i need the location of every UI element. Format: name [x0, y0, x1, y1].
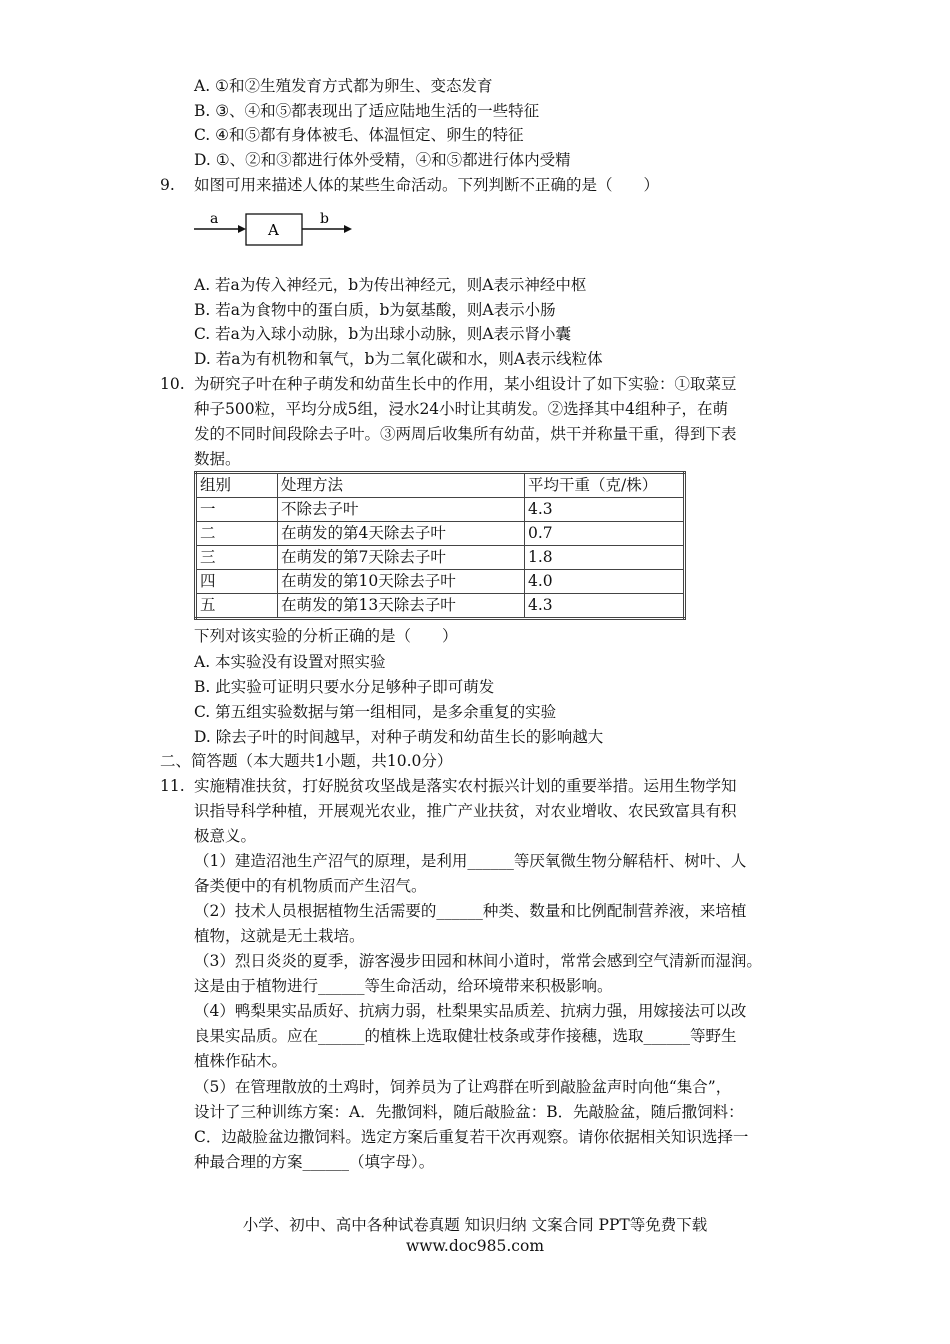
q11-part-line: （4）鸭梨果实品质好、抗病力弱，杜梨果实品质差、抗病力强，用嫁接法可以改 [194, 1002, 747, 1020]
q11-part-line: （1）建造沼池生产沼气的原理，是利用______等厌氧微生物分解秸杆、树叶、人 [194, 852, 747, 870]
q11-part-line: 种最合理的方案______（填字母）。 [194, 1153, 435, 1171]
q11-stem-line-1: 实施精准扶贫，打好脱贫攻坚战是落实农村振兴计划的重要举措。运用生物学知 [194, 777, 737, 795]
q11-part-line: 设计了三种训练方案：A．先撒饲料，随后敲脸盆：B．先敲脸盆，随后撒饲料： [194, 1103, 744, 1121]
q9-option-d: D. 若a为有机物和氧气，b为二氧化碳和水，则A表示线粒体 [194, 350, 603, 368]
q9-stem: 如图可用来描述人体的某些生命活动。下列判断不正确的是（ ） [194, 176, 660, 194]
q10-stem-line-3: 发的不同时间段除去子叶。③两周后收集所有幼苗，烘干并称量干重，得到下表 [194, 425, 737, 443]
q9-diagram-box-label: A [268, 221, 279, 239]
q11-part-line: 良果实品质。应在______的植株上选取健壮枝条或芽作接穗，选取______等野生 [194, 1027, 737, 1045]
q11-part-line: （3）烈日炎炎的夏季，游客漫步田园和林间小道时，常常会感到空气清新而湿润。 [194, 952, 762, 970]
q10-stem-line-2: 种子500粒，平均分成5组，浸水24小时让其萌发。②选择其中4组种子，在萌 [194, 400, 729, 418]
footer-website[interactable]: www.doc985.com [405, 1237, 545, 1255]
table-header-group: 组别 [196, 473, 278, 498]
table-cell-group: 四 [196, 570, 278, 594]
q10-number: 10. [160, 375, 185, 393]
table-cell-weight: 4.3 [525, 594, 685, 619]
q9-option-c: C. 若a为入球小动脉，b为出球小动脉，则A表示肾小囊 [194, 325, 572, 343]
table-row [196, 594, 685, 619]
q11-stem-line-3: 极意义。 [194, 827, 257, 845]
table-cell-group: 二 [196, 522, 278, 546]
q8-option-d: D. ①、②和③都进行体外受精，④和⑤都进行体内受精 [194, 151, 571, 169]
table-header-weight: 平均干重（克/株） [525, 473, 685, 498]
q11-part-line: 备类便中的有机物质而产生沼气。 [194, 877, 427, 895]
table-cell-weight: 4.0 [525, 570, 685, 594]
table-cell-weight: 1.8 [525, 546, 685, 570]
q9-diagram-input-label: a [210, 211, 219, 227]
table-row [196, 546, 685, 570]
table-cell-group: 三 [196, 546, 278, 570]
q8-option-b: B. ③、④和⑤都表现出了适应陆地生活的一些特征 [194, 102, 540, 120]
q11-stem-line-2: 识指导科学种植，开展观光农业，推广产业扶贫，对农业增收、农民致富具有积 [194, 802, 737, 820]
q8-option-a: A. ①和②生殖发育方式都为卵生、变态发育 [194, 77, 493, 95]
table-cell-method: 在萌发的第10天除去子叶 [278, 570, 525, 594]
q10-option-d: D. 除去子叶的时间越早，对种子萌发和幼苗生长的影响越大 [194, 728, 604, 746]
q11-part-line: （5）在管理散放的土鸡时，饲养员为了让鸡群在听到敲脸盆声时向他“集合”， [194, 1078, 732, 1096]
q10-stem-line-4: 数据。 [194, 450, 241, 468]
q11-part-line: 植物，这就是无土栽培。 [194, 927, 365, 945]
table-cell-group: 五 [196, 594, 278, 619]
q10-data-table [194, 471, 686, 620]
table-cell-method: 在萌发的第7天除去子叶 [278, 546, 525, 570]
q8-option-c: C. ④和⑤都有身体被毛、体温恒定、卵生的特征 [194, 126, 524, 144]
q10-option-b: B. 此实验可证明只要水分足够种子即可萌发 [194, 678, 495, 696]
q11-part-line: （2）技术人员根据植物生活需要的______种类、数量和比例配制营养液，来培植 [194, 902, 747, 920]
q11-part-line: 植株作砧木。 [194, 1052, 288, 1070]
q9-option-b: B. 若a为食物中的蛋白质，b为氨基酸，则A表示小肠 [194, 301, 556, 319]
table-cell-method: 在萌发的第4天除去子叶 [278, 522, 525, 546]
table-row [196, 498, 685, 522]
q9-number: 9. [160, 176, 175, 194]
table-cell-method: 不除去子叶 [278, 498, 525, 522]
footer-tagline: 小学、初中、高中各种试卷真题 知识归纳 文案合同 PPT等免费下载 [242, 1216, 708, 1234]
q9-flow-diagram [192, 205, 357, 251]
q9-option-a: A. 若a为传入神经元，b为传出神经元，则A表示神经中枢 [194, 276, 587, 294]
q11-number: 11. [160, 777, 185, 795]
table-cell-weight: 4.3 [525, 498, 685, 522]
table-row [196, 570, 685, 594]
table-cell-group: 一 [196, 498, 278, 522]
table-header-method: 处理方法 [278, 473, 525, 498]
q10-stem-line-1: 为研究子叶在种子萌发和幼苗生长中的作用，某小组设计了如下实验：①取菜豆 [194, 375, 737, 393]
q10-option-c: C. 第五组实验数据与第一组相同，是多余重复的实验 [194, 703, 557, 721]
q10-option-a: A. 本实验没有设置对照实验 [194, 653, 386, 671]
q11-part-line: 这是由于植物进行______等生命活动，给环境带来积极影响。 [194, 977, 613, 995]
table-header-row [196, 473, 685, 498]
q10-question: 下列对该实验的分析正确的是（ ） [194, 627, 458, 645]
section-heading: 二、简答题（本大题共1小题，共10.0分） [160, 752, 453, 770]
q9-diagram-output-label: b [320, 211, 329, 227]
table-cell-method: 在萌发的第13天除去子叶 [278, 594, 525, 619]
table-cell-weight: 0.7 [525, 522, 685, 546]
q11-part-line: C．边敲脸盆边撒饲料。选定方案后重复若干次再观察。请你依据相关知识选择一 [194, 1128, 749, 1146]
table-row [196, 522, 685, 546]
